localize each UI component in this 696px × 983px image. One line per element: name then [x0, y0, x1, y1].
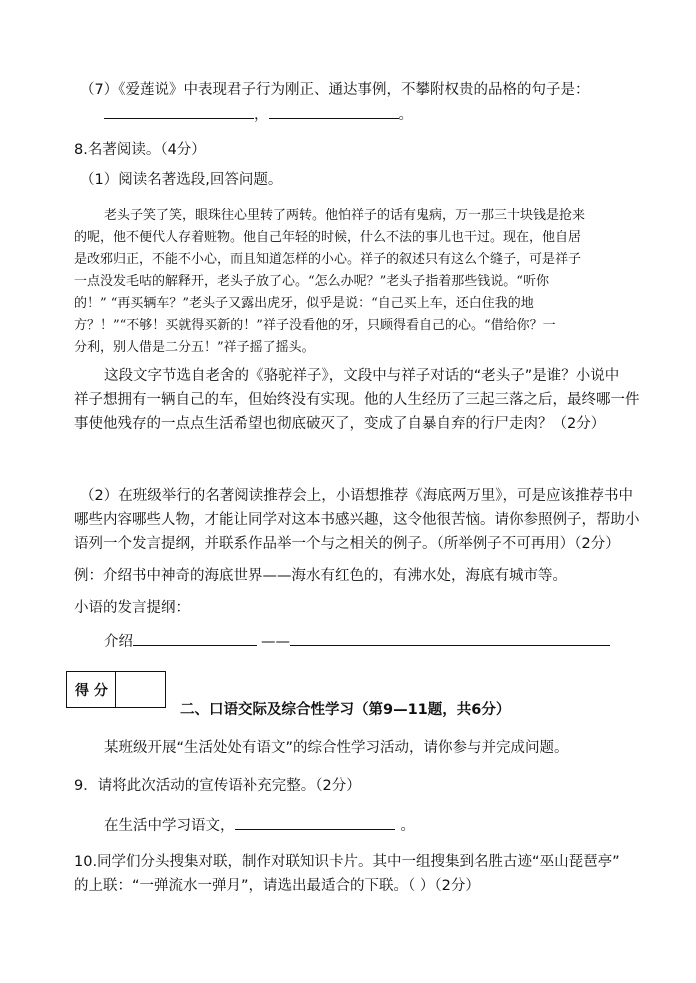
outline-blank-topic[interactable]	[133, 630, 257, 646]
question-line: 事使他残存的一点点生活希望也彻底破灭了，变成了自暴自弃的行尸走肉？（2分）	[74, 416, 606, 432]
outline-blank-example[interactable]	[290, 630, 610, 646]
q8-example: 例：介绍书中神奇的海底世界——海水有红色的，有沸水处，海底有城市等。	[74, 568, 567, 584]
passage-line: 老头子笑了笑，眼珠往心里转了两转。他怕祥子的话有鬼病，万一那三十块钱是抢来	[104, 208, 586, 223]
question-line: 这段文字节选自老舍的《骆驼祥子》，文段中与祥子对话的“老头子”是谁？小说中	[104, 368, 620, 384]
q7-answer-line	[104, 103, 413, 125]
q9-fill	[104, 814, 415, 836]
q8-title: 8.名著阅读。（4分）	[74, 142, 206, 158]
sub2-line: 语列一个发言提纲，并联系作品举一个与之相关的例子。（所举例子不可再用）（2分）	[74, 536, 620, 552]
q7-blank-1[interactable]	[104, 103, 254, 119]
q9-fill-suffix: 。	[400, 818, 415, 834]
q7-period: 。	[398, 107, 413, 123]
score-label: 得 分	[75, 683, 108, 699]
passage-line: 分利，别人借是二分五！”祥子摇了摇头。	[74, 340, 315, 355]
q9-title: 9．请将此次活动的宣传语补充完整。（2分）	[74, 778, 361, 794]
passage-line: 的呢，他不便代人存着赃物。他自己年轻的时候，什么不法的事儿也干过。现在，他自居	[74, 230, 582, 245]
q9-fill-prefix: 在生活中学习语文，	[104, 818, 235, 834]
question-line: 祥子想拥有一辆自己的车，但始终没有实现。他的人生经历了三起三落之后，最终哪一件	[74, 392, 640, 408]
q7-prompt: （7）《爱莲说》中表现君子行为刚正、通达事例，不攀附权贵的品格的句子是：	[80, 82, 590, 98]
passage-line: 方？！”“不够！买就得买新的！”祥子没看他的牙，只顾得看自己的心。“借给你？一	[74, 318, 556, 333]
q10-line-1: 10.同学们分头搜集对联，制作对联知识卡片。其中一组搜集到名胜古迹“巫山琵琶亭”	[74, 854, 620, 870]
score-divider	[115, 672, 116, 707]
q7-blank-2[interactable]	[269, 103, 399, 119]
q8-outline-answer	[104, 630, 610, 652]
section2-intro: 某班级开展“生活处处有语文”的综合性学习活动，请你参与并完成问题。	[104, 740, 569, 756]
q10-line-2: 的上联：“一弹流水一弹月”，请选出最适合的下联。（ ）（2分）	[74, 878, 480, 894]
q8-sub1-prompt: （1）阅读名著选段,回答问题。	[80, 172, 283, 188]
sub2-line: （2）在班级举行的名著阅读推荐会上，小语想推荐《海底两万里》，可是应该推荐书中	[80, 488, 633, 504]
score-box	[66, 671, 166, 708]
q9-blank[interactable]	[235, 814, 395, 830]
sub2-line: 哪些内容哪些人物，才能让同学对这本书感兴趣，这令他很苦恼。请你参照例子，帮助小	[74, 512, 640, 528]
passage-line: 一点没发毛咕的解释开，老头子放了心。“怎么办呢？”老头子指着那些钱说。“听你	[74, 274, 549, 289]
q8-outline-label: 小语的发言提纲：	[74, 600, 190, 616]
outline-dash: ——	[261, 634, 290, 650]
section2-heading: 二、口语交际及综合性学习（第9—11题，共6分）	[180, 702, 511, 718]
q7-comma: ，	[254, 107, 269, 123]
passage-line: 是改邪归正，不能不小心，而且知道怎样的小心。祥子的叙述只有这么个缝子，可是祥子	[74, 252, 582, 267]
intro-word: 介绍	[104, 634, 133, 650]
passage-line: 的！” “再买辆车？”老头子又露出虎牙，似乎是说：“自己买上车，还白住我的地	[74, 296, 534, 311]
